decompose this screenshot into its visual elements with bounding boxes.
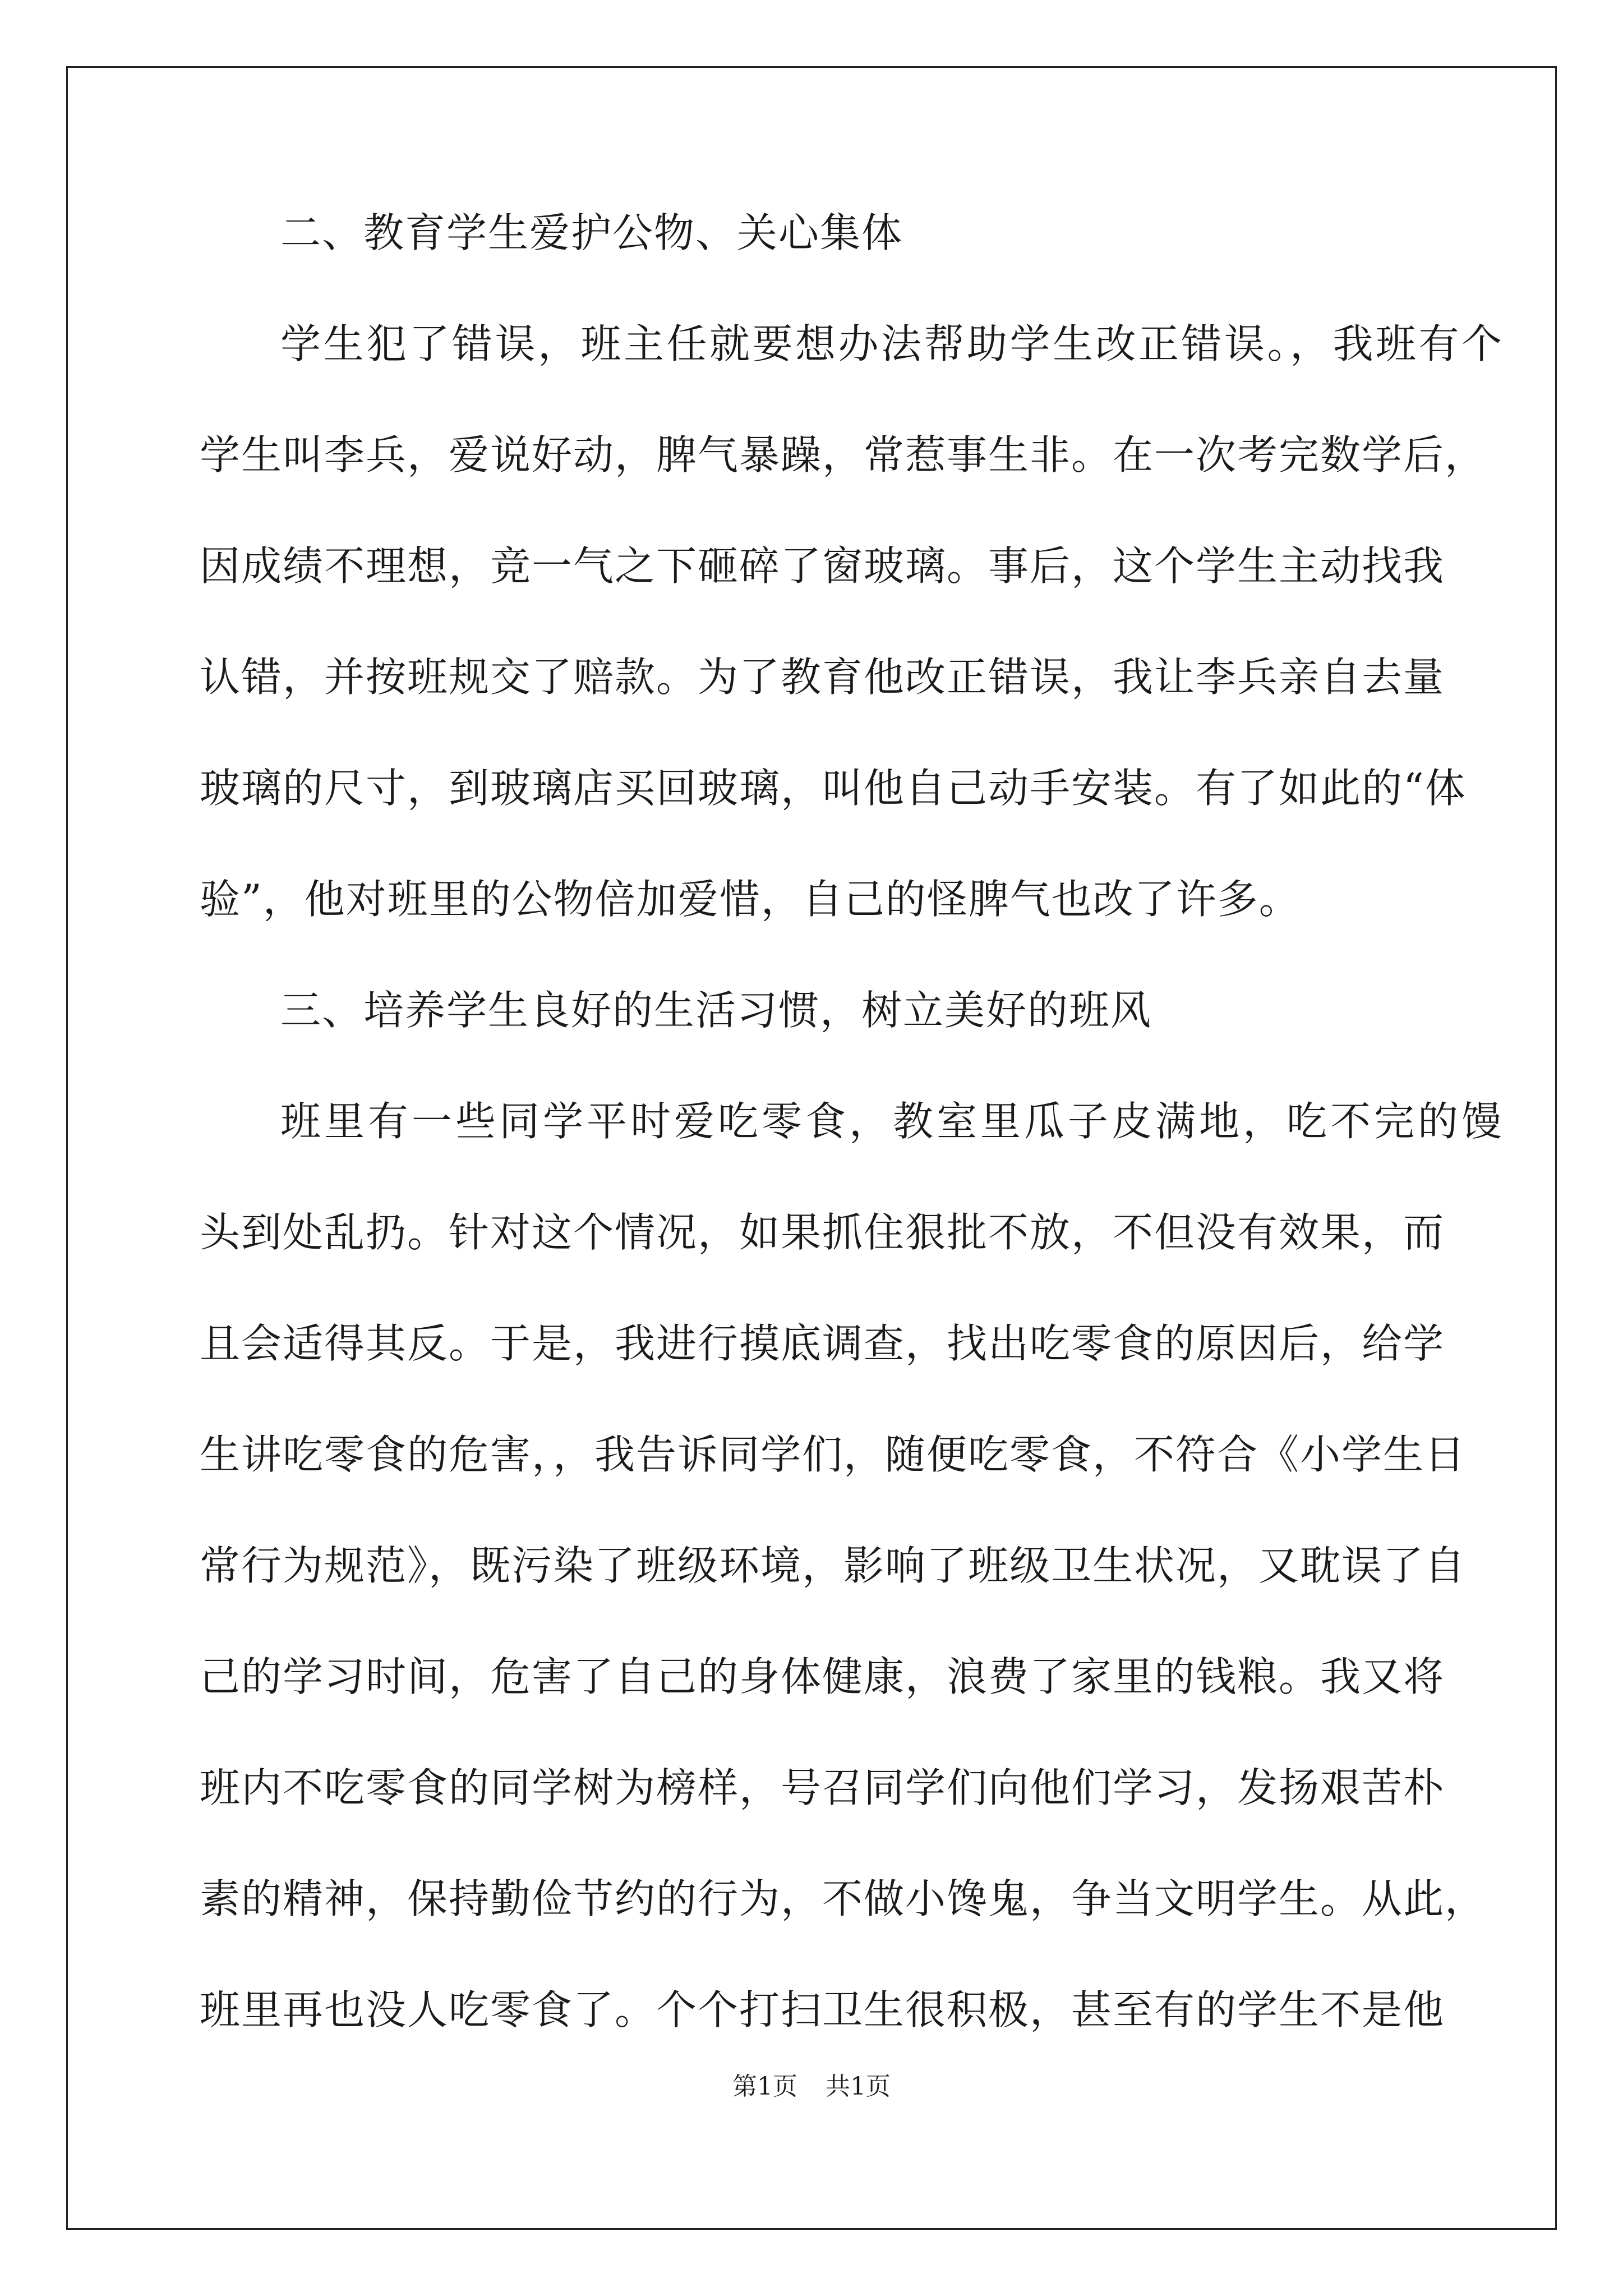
- paragraph-line: 玻璃的尺寸，到玻璃店买回玻璃，叫他自己动手安装。有了如此的“体: [200, 765, 1467, 812]
- paragraph-line: 因成绩不理想，竞一气之下砸碎了窗玻璃。事后，这个学生主动找我: [200, 542, 1445, 590]
- paragraph-line: 班内不吃零食的同学树为榜样，号召同学们向他们学习，发扬艰苦朴: [200, 1764, 1445, 1811]
- paragraph-line: 常行为规范》，既污染了班级环境，影响了班级卫生状况，又耽误了自: [200, 1542, 1467, 1589]
- paragraph-line: 验”，他对班里的公物倍加爱惜，自己的怪脾气也改了许多。: [200, 876, 1301, 923]
- paragraph-line: 素的精神，保持勤俭节约的行为，不做小馋鬼，争当文明学生。从此，: [200, 1875, 1487, 1922]
- paragraph-line: 学生叫李兵，爱说好动，脾气暴躁，常惹事生非。在一次考完数学后，: [200, 431, 1487, 478]
- page-footer: [0, 2070, 1623, 2104]
- paragraph-line: 班里再也没人吃零食了。个个打扫卫生很积极，甚至有的学生不是他: [200, 1986, 1445, 2033]
- section-heading-3: 三、培养学生良好的生活习惯，树立美好的班风: [280, 987, 1152, 1034]
- page-number: 第1页: [732, 2072, 797, 2101]
- section-heading-2: 二、教育学生爱护公物、关心集体: [280, 209, 903, 256]
- page-total: 共1页: [826, 2072, 891, 2101]
- paragraph-line: 己的学习时间，危害了自己的身体健康，浪费了家里的钱粮。我又将: [200, 1653, 1445, 1700]
- paragraph-line: 学生犯了错误，班主任就要想办法帮助学生改正错误。，我班有个: [280, 320, 1503, 367]
- paragraph-line: 头到处乱扔。针对这个情况，如果抓住狠批不放，不但没有效果，而: [200, 1209, 1445, 1256]
- paragraph-line: 班里有一些同学平时爱吃零食，教室里瓜子皮满地，吃不完的馒: [280, 1098, 1503, 1145]
- paragraph-line: 生讲吃零食的危害，，我告诉同学们，随便吃零食，不符合《小学生日: [200, 1431, 1467, 1478]
- paragraph-line: 认错，并按班规交了赔款。为了教育他改正错误，我让李兵亲自去量: [200, 654, 1445, 701]
- paragraph-line: 且会适得其反。于是，我进行摸底调查，找出吃零食的原因后，给学: [200, 1320, 1445, 1367]
